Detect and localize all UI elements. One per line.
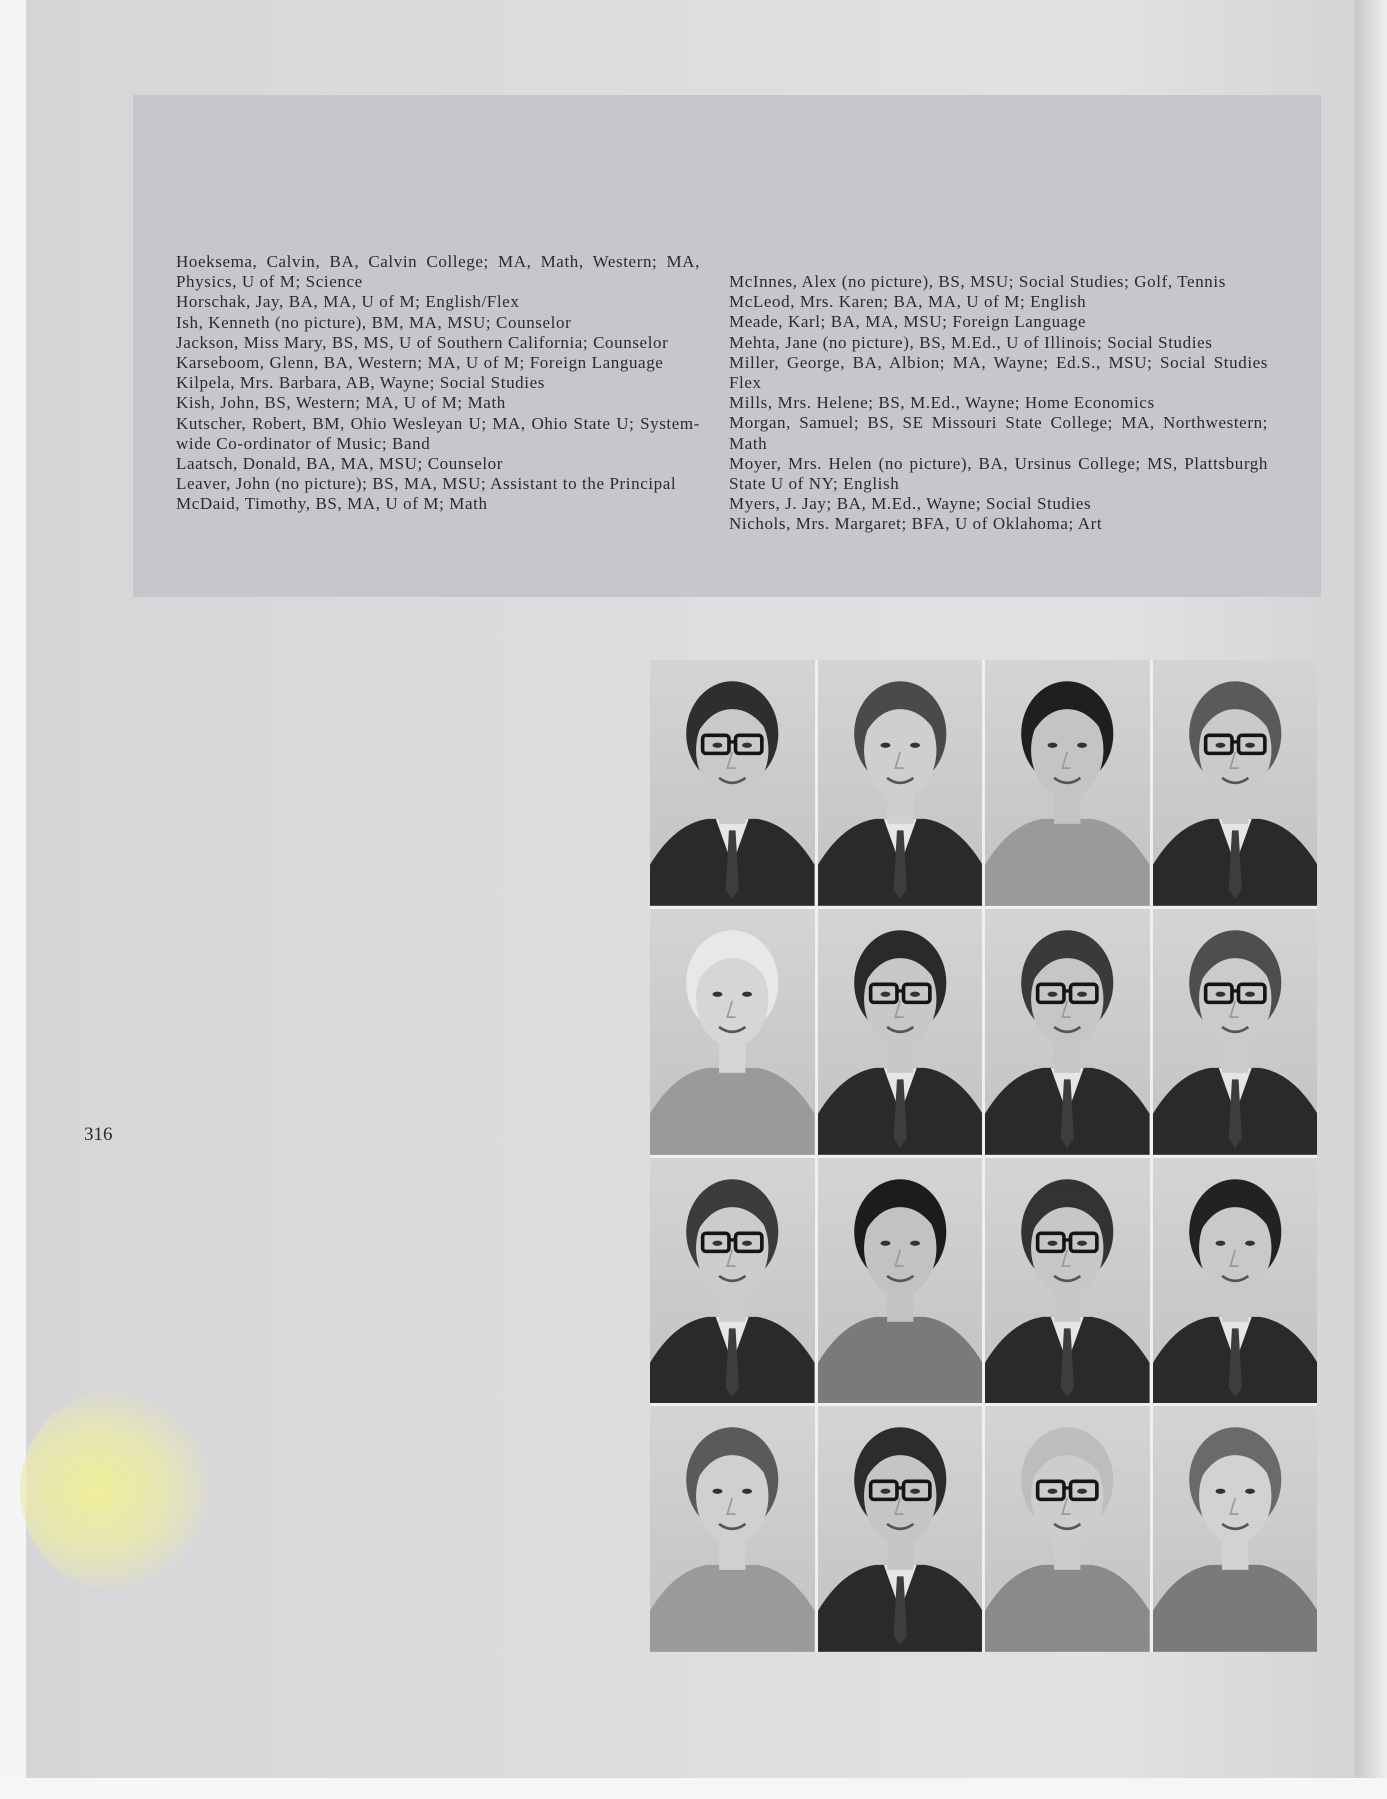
directory-entry: Moyer, Mrs. Helen (no picture), BA, Ursinus College; MS, Plattsburgh State U of NY; English [729,453,1268,494]
portrait-grid [650,660,1317,1652]
directory-entry: Myers, J. Jay; BA, M.Ed., Wayne; Social Studies [729,494,1092,514]
portrait-image [818,660,983,906]
portrait-image [1153,660,1318,906]
portrait-photo [650,1158,815,1404]
portrait-photo [1153,660,1318,906]
directory-entry: Mills, Mrs. Helene; BS, M.Ed., Wayne; Home Economics [729,393,1155,413]
portrait-image [985,660,1150,906]
portrait-image [985,1158,1150,1404]
portrait-image [650,660,815,906]
directory-entry: McLeod, Mrs. Karen; BA, MA, U of M; English [729,292,1087,312]
directory-entry: Karseboom, Glenn, BA, Western; MA, U of M; Foreign Language [176,353,664,373]
portrait-image [985,909,1150,1155]
portrait-photo [1153,1406,1318,1652]
portrait-photo [1153,909,1318,1155]
directory-entry: Ish, Kenneth (no picture), BM, MA, MSU; Counselor [176,312,572,332]
directory-entry: Horschak, Jay, BA, MA, U of M; English/Flex [176,292,520,312]
directory-left-column [176,252,700,515]
portrait-image [650,909,815,1155]
portrait-photo [1153,1158,1318,1404]
portrait-photo [985,909,1150,1155]
portrait-image [650,1158,815,1404]
page-edge [1355,0,1387,1799]
light-leak [20,1390,210,1590]
directory-entry: Kilpela, Mrs. Barbara, AB, Wayne; Social Studies [176,373,545,393]
portrait-photo [818,1158,983,1404]
portrait-photo [985,1158,1150,1404]
directory-entry: McInnes, Alex (no picture), BS, MSU; Social Studies; Golf, Tennis [729,272,1226,291]
directory-entry: Mehta, Jane (no picture), BS, M.Ed., U of Illinois; Social Studies [729,332,1213,352]
portrait-photo [650,660,815,906]
portrait-image [1153,909,1318,1155]
directory-entry: Morgan, Samuel; BS, SE Missouri State College; MA, Northwestern; Math [729,413,1268,453]
directory-entry: Jackson, Miss Mary, BS, MS, U of Southern California; Counselor [176,332,669,352]
directory-entry: Hoeksema, Calvin, BA, Calvin College; MA, Math, Western; MA, Physics, U of M; Science [176,252,700,292]
portrait-photo [818,660,983,906]
directory-entry: Kish, John, BS, Western; MA, U of M; Math [176,393,506,413]
portrait-photo [818,909,983,1155]
directory-entry: McDaid, Timothy, BS, MA, U of M; Math [176,494,488,514]
directory-right-column [729,272,1268,535]
directory-entry: Meade, Karl; BA, MA, MSU; Foreign Language [729,312,1087,332]
portrait-image [650,1406,815,1652]
portrait-photo [650,1406,815,1652]
portrait-image [818,909,983,1155]
scan-margin [0,1778,1387,1799]
portrait-photo [985,660,1150,906]
directory-entry: Kutscher, Robert, BM, Ohio Wesleyan U; MA, Ohio State U; System-wide Co-ordinator of Music; Band [176,413,700,453]
page-number: 316 [84,1124,113,1145]
directory-entry: Leaver, John (no picture); BS, MA, MSU; Assistant to the Principal [176,474,677,494]
portrait-image [818,1158,983,1404]
portrait-image [1153,1406,1318,1652]
portrait-photo [985,1406,1150,1652]
directory-entry: Nichols, Mrs. Margaret; BFA, U of Oklahoma; Art [729,514,1103,534]
directory-entry: Laatsch, Donald, BA, MA, MSU; Counselor [176,454,504,474]
portrait-photo [818,1406,983,1652]
portrait-image [985,1406,1150,1652]
portrait-image [818,1406,983,1652]
directory-entry: Miller, George, BA, Albion; MA, Wayne; Ed.S., MSU; Social Studies Flex [729,352,1268,393]
portrait-image [1153,1158,1318,1404]
portrait-photo [650,909,815,1155]
